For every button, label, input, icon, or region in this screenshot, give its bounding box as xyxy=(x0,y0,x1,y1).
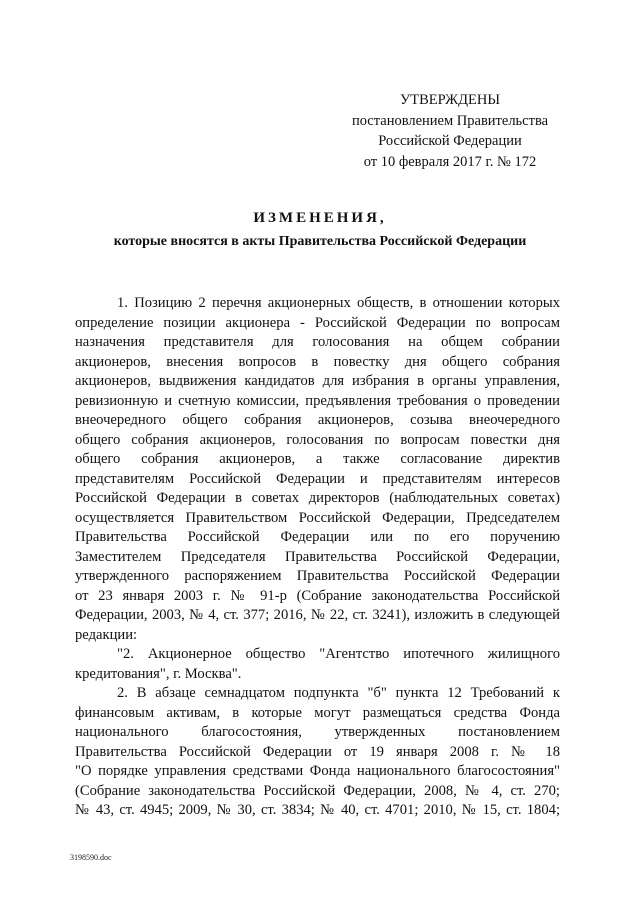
body-line: 2. В абзаце семнадцатом подпункта "б" пункта 12 Требований к xyxy=(117,685,560,701)
body-line: Правительства Российской Федерации от 19 января 2008 г. № 18 xyxy=(75,743,560,760)
approval-line: от 10 февраля 2017 г. № 172 xyxy=(363,153,537,170)
body-line: 1. Позицию 2 перечня акционерных обществ, в отношении которых xyxy=(117,295,560,311)
document-body xyxy=(75,294,560,821)
approval-line: постановлением Правительства xyxy=(351,112,549,129)
body-line: Российской Федерации в советах директоров (наблюдательных советах) xyxy=(75,490,560,506)
document-file-id: 3198590.doc xyxy=(70,853,112,862)
body-line: общего собрания акционеров, голосования по вопросам повестки дня xyxy=(75,431,560,448)
body-line: осуществляется Правительством Российской Федерации, Председателем xyxy=(75,509,560,526)
body-line: "2. Акционерное общество "Агентство ипотечного жилищного xyxy=(117,646,560,662)
body-line: Правительства Российской Федерации или по его поручению xyxy=(75,529,560,545)
body-line: акционеров, выдвижения кандидатов для избрания в органы управления, xyxy=(75,373,560,389)
body-line: № 43, ст. 4945; 2009, № 30, ст. 3834; № 40, ст. 4701; 2010, № 15, ст. 1804; xyxy=(75,802,560,818)
body-line: Заместителем Председателя Правительства Российской Федерации, xyxy=(75,548,560,565)
body-line: ревизионную и счетную комиссии, предъявления требования о проведении xyxy=(75,392,560,409)
body-line: национального благосостояния, утвержденных постановлением xyxy=(75,724,560,740)
body-line: финансовым активам, в которые могут размещаться средства Фонда xyxy=(75,704,560,721)
body-line: утвержденного распоряжением Правительства Российской Федерации xyxy=(75,568,560,584)
approval-line: Российской Федерации xyxy=(378,133,522,149)
body-line: представителям Российской Федерации и представителям интересов xyxy=(75,470,560,487)
body-line: "О порядке управления средствами Фонда национального благосостояния" xyxy=(75,763,560,779)
body-line: от 23 января 2003 г. № 91-р (Собрание законодательства Российской xyxy=(75,587,560,604)
approval-stamp xyxy=(340,90,560,172)
body-line: назначения представителя для голосования на общем собрании xyxy=(75,334,560,350)
body-line: общего собрания акционеров, а также согласование директив xyxy=(75,451,560,467)
body-line: внеочередного общего собрания акционеров, созыва внеочередного xyxy=(75,412,560,428)
body-line: кредитования", г. Москва". xyxy=(75,665,242,682)
approval-line: УТВЕРЖДЕНЫ xyxy=(399,92,501,108)
document-title: ИЗМЕНЕНИЯ, xyxy=(253,210,387,226)
document-subtitle: которые вносятся в акты Правительства Российской Федерации xyxy=(113,234,527,249)
body-line: определение позиции акционера - Российской Федерации по вопросам xyxy=(75,314,560,331)
body-line: редакции: xyxy=(75,626,138,643)
body-line: (Собрание законодательства Российской Федерации, 2008, № 4, ст. 270; xyxy=(75,782,560,799)
body-line: Федерации, 2003, № 4, ст. 377; 2016, № 22, ст. 3241), изложить в следующей xyxy=(75,607,560,623)
body-line: акционеров, внесения вопросов в повестку дня общего собрания xyxy=(75,353,560,370)
